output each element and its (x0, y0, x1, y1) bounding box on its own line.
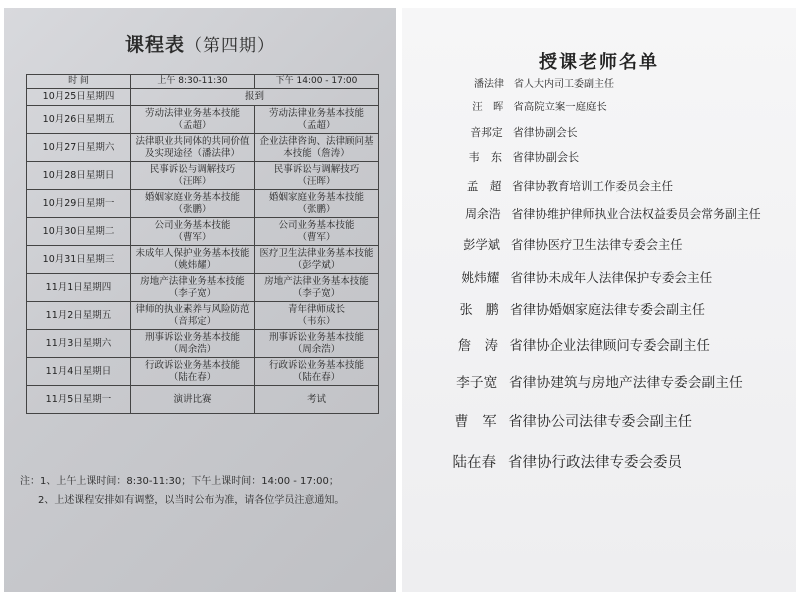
teacher-name: 孟 超 (466, 178, 502, 193)
course-teacher: （韦东） (297, 315, 336, 327)
course-name: 房地产法律业务基本技能 (264, 275, 369, 287)
schedule-title-main: 课程表 (124, 34, 185, 56)
course-teacher: （张鹏） (173, 203, 212, 215)
course-name: 公司业务基本技能 (154, 219, 231, 231)
course-teacher: （陆在春） (292, 371, 341, 383)
course-teacher: （汪晖） (297, 175, 336, 187)
schedule-row (27, 134, 379, 162)
course-name: 婚姻家庭业务基本技能 (144, 191, 240, 203)
course-name: 演讲比赛 (173, 393, 212, 405)
course-teacher: （陆在春） (168, 371, 217, 383)
row-pm (255, 386, 379, 414)
course-name: 律师的执业素养与风险防范 (135, 303, 250, 315)
schedule-row (27, 89, 379, 106)
header-morning: 上午 8:30-11:30 (131, 75, 255, 89)
course-teacher: （音邦定） (168, 315, 217, 327)
teacher-row (402, 329, 796, 365)
teacher-position: 省律协维护律师执业合法权益委员会常务副主任 (511, 206, 761, 221)
row-pm (255, 330, 379, 358)
header-afternoon: 下午 14:00 - 17:00 (255, 75, 379, 89)
teacher-row (402, 200, 796, 230)
schedule-row (27, 330, 379, 358)
teacher-name: 张 鹏 (459, 303, 499, 319)
roster-page (402, 8, 796, 592)
course-name: 民事诉讼与调解技巧 (149, 163, 236, 175)
teacher-position: 省高院立案一庭庭长 (513, 101, 607, 113)
header-time: 时 间 (27, 75, 131, 89)
row-date: 10月31日星期三 (27, 246, 131, 274)
teacher-name: 李子宽 (456, 375, 498, 392)
teacher-position: 省律协公司法律专委会副主任 (508, 414, 692, 431)
course-teacher: （张鹏） (297, 203, 336, 215)
teacher-name: 韦 东 (468, 150, 502, 164)
row-am (131, 134, 255, 162)
schedule-row (27, 274, 379, 302)
row-pm (255, 302, 379, 330)
row-date: 10月28日星期日 (27, 162, 131, 190)
row-date: 11月1日星期四 (27, 274, 131, 302)
row-pm (255, 274, 379, 302)
row-pm (255, 218, 379, 246)
row-pm (255, 358, 379, 386)
course-name: 考试 (306, 393, 326, 405)
teacher-row (402, 403, 796, 442)
row-am (131, 358, 255, 386)
course-name: 房地产法律业务基本技能 (140, 275, 245, 287)
teacher-position: 省律协行政法律专委会委员 (508, 454, 682, 471)
course-teacher: （彭学斌） (292, 259, 341, 271)
row-am (131, 246, 255, 274)
row-date: 11月3日星期六 (27, 330, 131, 358)
row-date: 11月2日星期五 (27, 302, 131, 330)
schedule-notes (20, 472, 390, 510)
row-pm (255, 190, 379, 218)
schedule-page (4, 8, 396, 592)
row-date: 10月30日星期二 (27, 218, 131, 246)
course-teacher: （曹军） (173, 231, 212, 243)
teacher-position: 省律协未成年人法律保护专委会主任 (510, 270, 713, 286)
teacher-position: 省律协医疗卫生法律专委会主任 (511, 237, 683, 252)
teacher-name: 潘法律 (474, 79, 504, 90)
course-teacher: （周余浩） (292, 343, 341, 355)
note-2: 2、上述课程安排如有调整，以当时公布为准，请各位学员注意通知。 (38, 495, 345, 506)
schedule-row (27, 162, 379, 190)
schedule-row (27, 218, 379, 246)
row-am (131, 162, 255, 190)
row-date: 10月25日星期四 (27, 89, 131, 106)
teacher-row (402, 230, 796, 262)
course-name: 刑事诉讼业务基本技能 (144, 331, 240, 343)
row-am (131, 190, 255, 218)
row-pm (255, 106, 379, 134)
teacher-name: 彭学斌 (463, 237, 500, 252)
teacher-position: 省律协教育培训工作委员会主任 (512, 178, 673, 193)
course-name: 公司业务基本技能 (278, 219, 355, 231)
row-pm (255, 162, 379, 190)
teacher-name: 陆在春 (452, 454, 496, 471)
row-am (131, 386, 255, 414)
course-name: 民事诉讼与调解技巧 (273, 163, 360, 175)
teacher-row (402, 145, 796, 172)
row-merged: 报到 (131, 89, 379, 106)
teacher-position: 省律协建筑与房地产法律专委会副主任 (509, 375, 743, 392)
row-am (131, 218, 255, 246)
teacher-name: 姚炜耀 (461, 270, 500, 286)
teacher-row (402, 96, 796, 120)
teacher-position: 省律协婚姻家庭法律专委会副主任 (510, 303, 706, 319)
schedule-row (27, 358, 379, 386)
teacher-row (402, 172, 796, 200)
teacher-position: 省律协副会长 (512, 150, 580, 164)
course-name: 医疗卫生法律业务基本技能 (259, 247, 374, 259)
teacher-row (402, 261, 796, 294)
teacher-row (402, 74, 796, 96)
teacher-row (402, 294, 796, 329)
course-teacher: （李子宽） (168, 287, 217, 299)
schedule-row (27, 302, 379, 330)
schedule-row (27, 106, 379, 134)
row-date: 10月27日星期六 (27, 134, 131, 162)
course-teacher: （汪晖） (173, 175, 212, 187)
course-teacher: （孟超） (297, 119, 336, 131)
teacher-name: 音邦定 (470, 125, 503, 139)
row-am (131, 106, 255, 134)
row-am (131, 302, 255, 330)
row-am (131, 274, 255, 302)
course-name: 企业法律咨询、法律顾问基本技能（詹涛） (259, 135, 374, 159)
teacher-row (402, 443, 796, 484)
schedule-title-sub: （第四期） (185, 36, 275, 56)
schedule-table (26, 74, 379, 414)
course-name: 婚姻家庭业务基本技能 (268, 191, 364, 203)
row-date: 11月5日星期一 (27, 386, 131, 414)
course-teacher: （姚炜耀） (168, 259, 217, 271)
teacher-name: 汪 晖 (472, 101, 504, 113)
course-name: 法律职业共同体的共同价值及实现途径（潘法律） (135, 135, 250, 159)
course-name: 行政诉讼业务基本技能 (144, 359, 240, 371)
schedule-title (4, 30, 396, 57)
teacher-name: 曹 军 (454, 414, 497, 431)
row-date: 11月4日星期日 (27, 358, 131, 386)
course-name: 劳动法律业务基本技能 (268, 107, 364, 119)
note-1: 注：1、上午上课时间：8:30-11:30；下午上课时间：14:00 - 17:00； (20, 476, 339, 487)
row-date: 10月29日星期一 (27, 190, 131, 218)
course-name: 行政诉讼业务基本技能 (268, 359, 364, 371)
schedule-row (27, 246, 379, 274)
course-name: 未成年人保护业务基本技能 (135, 247, 250, 259)
course-teacher: （李子宽） (292, 287, 341, 299)
course-teacher: （孟超） (173, 119, 212, 131)
schedule-row (27, 190, 379, 218)
teacher-position: 省律协副会长 (513, 125, 578, 139)
course-teacher: （曹军） (297, 231, 336, 243)
course-name: 劳动法律业务基本技能 (144, 107, 240, 119)
row-pm (255, 246, 379, 274)
row-pm (255, 134, 379, 162)
teacher-name: 詹 涛 (457, 339, 498, 354)
teacher-row (402, 120, 796, 145)
course-name: 青年律师成长 (287, 303, 345, 315)
row-am (131, 330, 255, 358)
roster-title: 授课老师名单 (539, 52, 659, 73)
course-name: 刑事诉讼业务基本技能 (268, 331, 364, 343)
teacher-position: 省人大内司工委副主任 (514, 79, 614, 90)
teacher-name: 周余浩 (465, 206, 501, 221)
schedule-row (27, 386, 379, 414)
course-teacher: （周余浩） (168, 343, 217, 355)
teacher-row (402, 365, 796, 403)
row-date: 10月26日星期五 (27, 106, 131, 134)
teacher-position: 省律协企业法律顾问专委会副主任 (509, 339, 710, 354)
